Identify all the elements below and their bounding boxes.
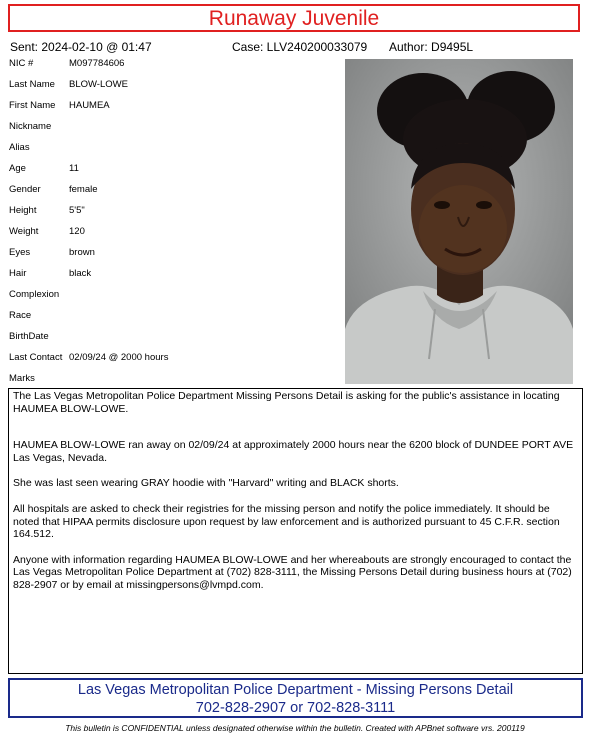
field-value: 02/09/24 @ 2000 hours <box>69 352 169 363</box>
field-value: M097784606 <box>69 58 125 69</box>
bulletin-title: Runaway Juvenile <box>208 6 380 30</box>
field-label: Gender <box>9 184 41 195</box>
field-label: Complexion <box>9 289 60 300</box>
field-label: Race <box>9 310 32 321</box>
field-label: Alias <box>9 142 30 153</box>
narrative-paragraph: Anyone with information regarding HAUMEA BLOW-LOWE and her whereabouts are strongly encouraged to contact the Las Vegas Metropolitan Police Department at (702) 828-3111, the Missing Persons Detail during business hours at (702) 828-2907 or by email at missingpersons@lvmpd.com. <box>13 553 572 591</box>
field-label: BirthDate <box>9 331 49 342</box>
bulletin-title-box <box>8 4 580 32</box>
field-label: Height <box>9 205 37 216</box>
subject-photo <box>345 59 573 384</box>
department-name: Las Vegas Metropolitan Police Department - Missing Persons Detail <box>77 682 514 698</box>
disclaimer: This bulletin is CONFIDENTIAL unless designated otherwise within the bulletin. Created with APBnet software vrs. 200119 <box>65 723 525 733</box>
field-value: female <box>69 184 98 195</box>
narrative-paragraph: She was last seen wearing GRAY hoodie with "Harvard" writing and BLACK shorts. <box>13 477 399 490</box>
field-value: BLOW-LOWE <box>69 79 128 90</box>
field-value: HAUMEA <box>69 100 110 111</box>
subject-photo-graphic <box>345 59 573 384</box>
field-label: Last Name <box>9 79 55 90</box>
field-label: Eyes <box>9 247 31 258</box>
field-value: black <box>69 268 92 279</box>
field-label: Hair <box>9 268 27 279</box>
field-value: 5'5" <box>69 205 85 216</box>
field-value: brown <box>69 247 95 258</box>
field-label: Weight <box>9 226 39 237</box>
field-label: Nickname <box>9 121 52 132</box>
author-id: Author: D9495L <box>389 40 474 54</box>
field-label: Marks <box>9 373 35 384</box>
case-number: Case: LLV240200033079 <box>232 40 368 54</box>
narrative-paragraph: HAUMEA BLOW-LOWE ran away on 02/09/24 at approximately 2000 hours near the 6200 block of DUNDEE PORT AVE Las Vegas, Nevada. <box>13 439 574 464</box>
narrative-paragraph: The Las Vegas Metropolitan Police Department Missing Persons Detail is asking for the public's assistance in locating HAUMEA BLOW-LOWE. <box>13 390 560 415</box>
field-label: Age <box>9 163 26 174</box>
field-value: 11 <box>69 163 79 174</box>
field-label: NIC # <box>9 58 34 69</box>
field-value: 120 <box>69 226 85 237</box>
bulletin-meta <box>0 40 590 56</box>
contact-phones: 702-828-2907 or 702-828-3111 <box>195 700 396 716</box>
sent-timestamp: Sent: 2024-02-10 @ 01:47 <box>10 40 152 54</box>
narrative-paragraph: All hospitals are asked to check their registries for the missing person and notify the police immediately. It should be noted that HIPAA permits disclosure upon request by law enforcement and is authorized pursuant to 45 C.F.R. section 164.512. <box>13 502 560 541</box>
narrative-text-box <box>8 388 583 674</box>
field-label: Last Contact <box>9 352 63 363</box>
field-label: First Name <box>9 100 56 111</box>
contact-footer <box>8 678 583 718</box>
